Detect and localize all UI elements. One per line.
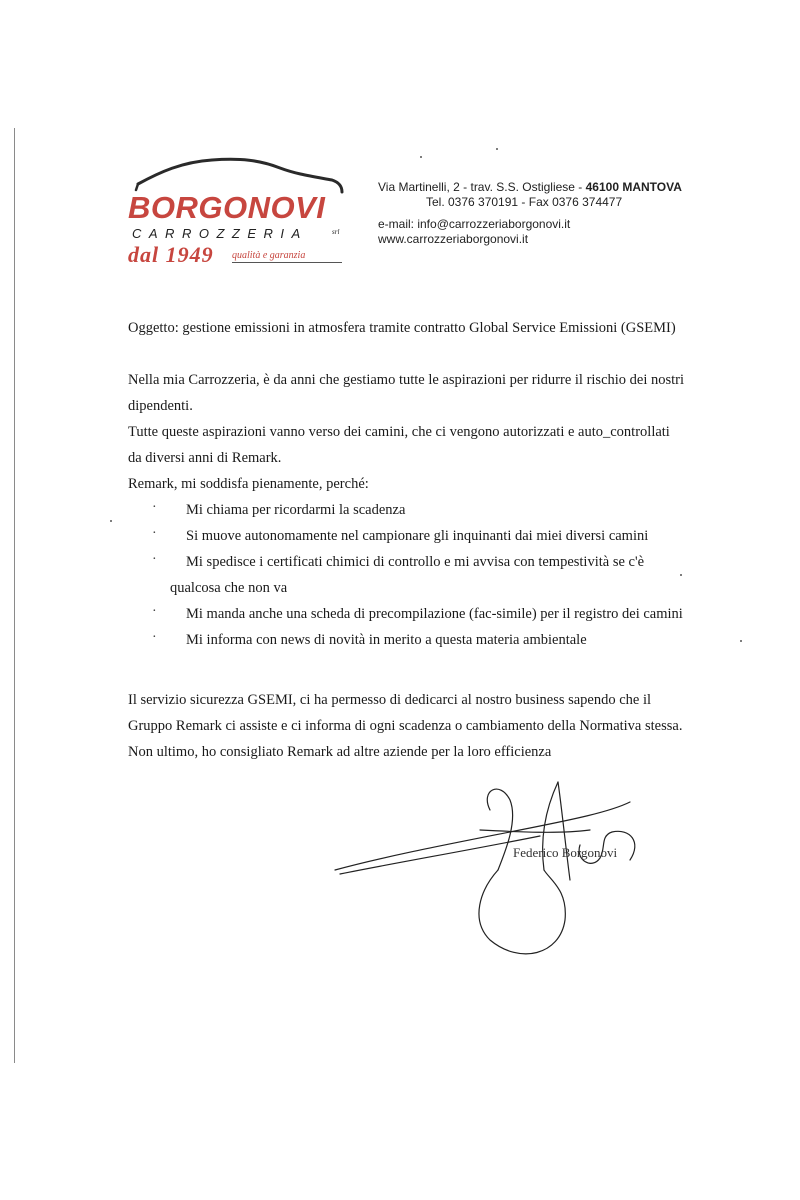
paragraph-1-line-2: dipendenti. [128,398,193,414]
bullet-dot-icon: · [152,500,157,515]
scan-speck [740,640,742,642]
bullet-item: Mi manda anche una scheda di precompilazione (fac-simile) per il registro dei camini [186,606,683,622]
company-logo [120,150,350,270]
email-line: e-mail: info@carrozzeriaborgonovi.it [378,217,571,231]
bullet-dot-icon: · [152,526,157,541]
handwritten-signature-icon [330,770,650,970]
scan-speck [420,156,422,158]
address-city: 46100 MANTOVA [585,180,682,194]
scan-speck [496,148,498,150]
bullet-item-continuation: qualcosa che non va [170,580,288,596]
logo-tagline: qualità e garanzia [232,250,342,263]
bullet-dot-icon: · [152,552,157,567]
logo-legal-form: srl [332,228,340,236]
logo-subtitle: CARROZZERIA [132,226,308,241]
paragraph-3: Remark, mi soddisfa pienamente, perché: [128,476,369,492]
letterhead-contact [378,180,682,247]
logo-since: dal 1949 [128,242,214,267]
bullet-item: Mi spedisce i certificati chimici di controllo e mi avvisa con tempestività se c'è [186,554,645,570]
bullet-dot-icon: · [152,630,157,645]
bullet-dot-icon: · [152,604,157,619]
closing-line-3: Non ultimo, ho consigliato Remark ad altre aziende per la loro efficienza [128,744,552,760]
address-line [378,180,682,195]
paragraph-2-line-1: Tutte queste aspirazioni vanno verso dei camini, che ci vengono autorizzati e auto_controllati [128,424,670,440]
bullet-item: Si muove autonomamente nel campionare gli inquinanti dai miei diversi camini [186,528,649,544]
scan-edge-line [14,128,15,1063]
paragraph-1-line-1: Nella mia Carrozzeria, è da anni che gestiamo tutte le aspirazioni per ridurre il rischio dei nostri [128,372,685,388]
signatory-name: Federico Borgonovi [513,845,618,860]
phone-line: Tel. 0376 370191 - Fax 0376 374477 [426,195,623,209]
bullet-item: Mi chiama per ricordarmi la scadenza [186,502,406,518]
paragraph-2-line-2: da diversi anni di Remark. [128,450,282,466]
logo-brand-name: BORGONOVI [128,190,326,225]
bullet-item: Mi informa con news di novità in merito a questa materia ambientale [186,632,587,648]
closing-line-2: Gruppo Remark ci assiste e ci informa di ogni scadenza o cambiamento della Normativa stessa. [128,718,683,734]
scan-speck [680,574,682,576]
letter-subject: Oggetto: gestione emissioni in atmosfera tramite contratto Global Service Emissioni (GSEMI) [128,320,676,336]
website-line: www.carrozzeriaborgonovi.it [378,232,529,246]
signature-block [330,770,650,970]
address-text: Via Martinelli, 2 - trav. S.S. Ostigliese - [378,180,586,194]
closing-line-1: Il servizio sicurezza GSEMI, ci ha permesso di dedicarci al nostro business sapendo che il [128,692,652,708]
scan-speck [110,520,112,522]
